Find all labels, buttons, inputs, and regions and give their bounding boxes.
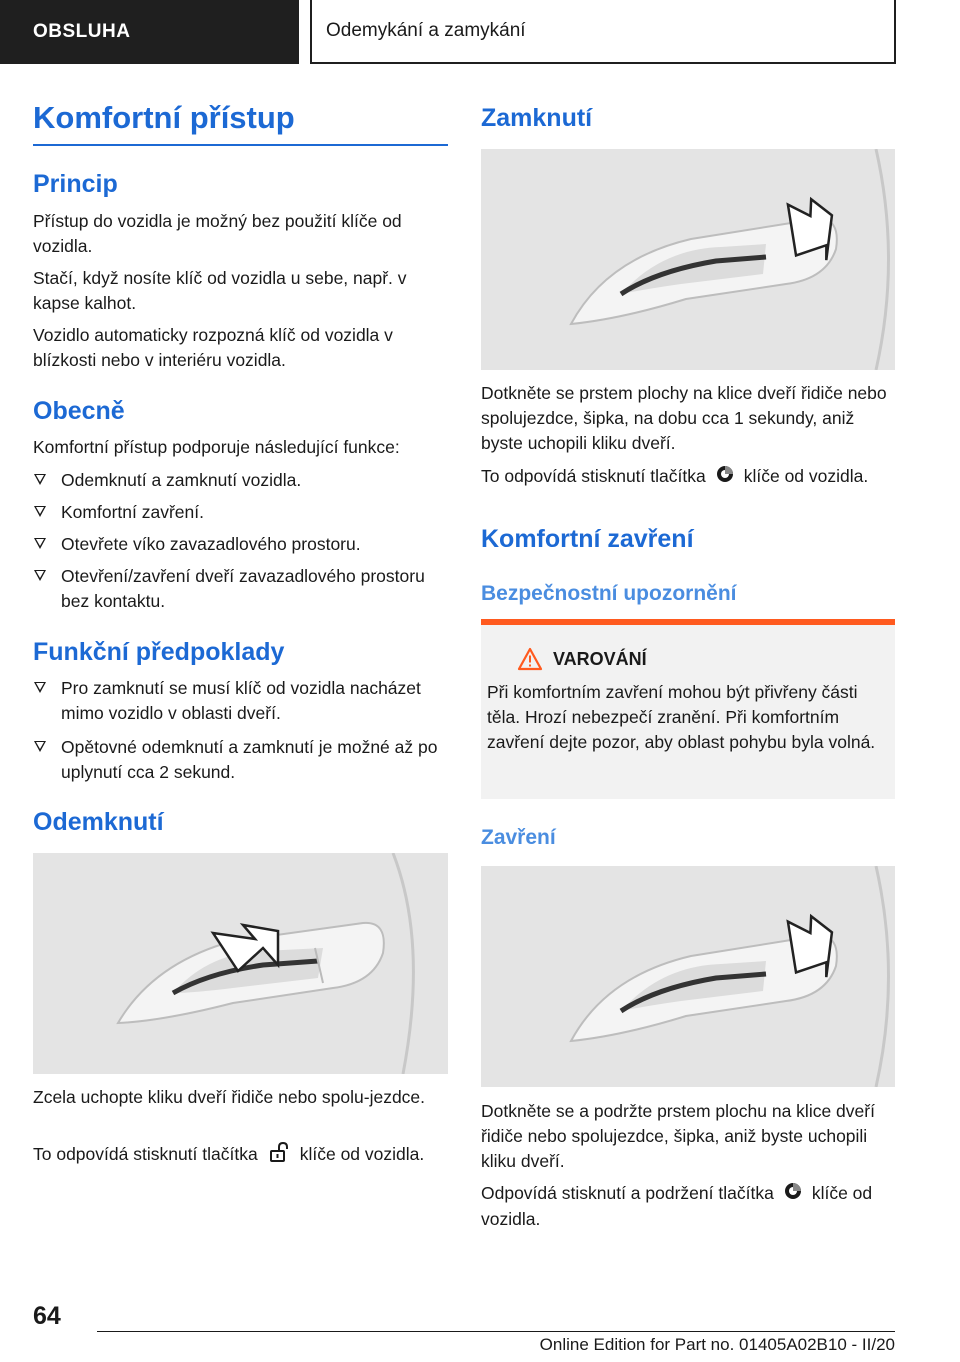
list-item: Otevření/zavření dveří zavazadlového prostoru bez kontaktu.: [33, 564, 451, 614]
zavreni-paragraph-2: Odpovídá stisknutí a podržení tlačítka klíče od vozidla.: [481, 1183, 873, 1229]
triangle-bullet-icon: [34, 570, 46, 581]
odemknuti-paragraph-2: To odpovídá stisknutí tlačítka klíče od vozidla.: [33, 1142, 443, 1169]
heading-princip: Princip: [33, 170, 118, 198]
heading-zamknuti: Zamknutí: [481, 104, 593, 132]
section-label: OBSLUHA: [33, 21, 131, 42]
chapter-tab: [310, 0, 896, 64]
door-handle-unlock-image: [33, 853, 448, 1074]
page-title: Komfortní přístup: [33, 100, 448, 146]
obecne-intro: Komfortní přístup podporuje následující funkce:: [33, 437, 400, 457]
heading-obecne: Obecně: [33, 397, 125, 425]
list-item: Komfortní zavření.: [33, 500, 451, 525]
odemknuti-paragraph-1: Zcela uchopte kliku dveří řidiče nebo spolu-jezdce.: [33, 1087, 426, 1107]
triangle-bullet-icon: [34, 682, 46, 693]
chapter-label: Odemykání a zamykání: [326, 20, 526, 41]
heading-zavreni: Zavření: [481, 826, 556, 849]
triangle-bullet-icon: [34, 741, 46, 752]
lock-button-icon: [784, 1182, 802, 1207]
lock-button-icon: [716, 465, 734, 490]
heading-bezpecnostni-upozorneni: Bezpečnostní upozornění: [481, 582, 737, 605]
warning-title: VAROVÁNÍ: [553, 649, 647, 669]
zamknuti-paragraph-2: To odpovídá stisknutí tlačítka klíče od vozidla.: [481, 464, 895, 490]
triangle-bullet-icon: [34, 538, 46, 549]
list-item: Opětovné odemknutí a zamknutí je možné až po uplynutí cca 2 sekund.: [33, 735, 451, 785]
princip-paragraph-2: Stačí, když nosíte klíč od vozidla u sebe, např. v kapse kalhot.: [33, 268, 407, 313]
zamknuti-paragraph-1: Dotkněte se prstem plochy na klice dveří řidiče nebo spolujezdce, šipka, na dobu cca 1 sekundy, aniž byste uchopili kliku dveří.: [481, 383, 887, 453]
triangle-bullet-icon: [34, 506, 46, 517]
list-item: Pro zamknutí se musí klíč od vozidla nacházet mimo vozidlo v oblasti dveří.: [33, 676, 451, 726]
heading-komfortni-zavreni: Komfortní zavření: [481, 525, 694, 553]
edition-text: Online Edition for Part no. 01405A02B10 - II/20: [539, 1335, 895, 1354]
heading-predpoklady: Funkční předpoklady: [33, 638, 285, 666]
obecne-list: [33, 468, 451, 614]
heading-odemknuti: Odemknutí: [33, 808, 164, 836]
princip-paragraph-1: Přístup do vozidla je možný bez použití klíče od vozidla.: [33, 211, 402, 256]
page-number: 64: [33, 1302, 61, 1330]
unlock-icon: [268, 1142, 290, 1169]
triangle-bullet-icon: [34, 474, 46, 485]
predpoklady-list: [33, 676, 451, 785]
door-handle-lock-image: [481, 149, 895, 370]
section-tab: [0, 0, 299, 64]
list-item: Otevřete víko zavazadlového prostoru.: [33, 532, 451, 557]
footer-rule: [97, 1331, 895, 1332]
zavreni-paragraph-1: Dotkněte se a podržte prstem plochu na klice dveří řidiče nebo spolujezdce, šipka, aniž byste uchopili kliku dveří.: [481, 1101, 875, 1171]
door-handle-close-image: [481, 866, 895, 1087]
warning-triangle-icon: [517, 647, 543, 676]
list-item: Odemknutí a zamknutí vozidla.: [33, 468, 451, 493]
princip-paragraph-3: Vozidlo automaticky rozpozná klíč od vozidla v blízkosti nebo v interiéru vozidla.: [33, 325, 393, 370]
warning-box: [481, 619, 895, 799]
warning-text: Při komfortním zavření mohou být přivřeny části těla. Hrozí nebezpečí zranění. Při komfortním zavření dejte pozor, aby oblast pohybu byla volná.: [487, 682, 876, 752]
